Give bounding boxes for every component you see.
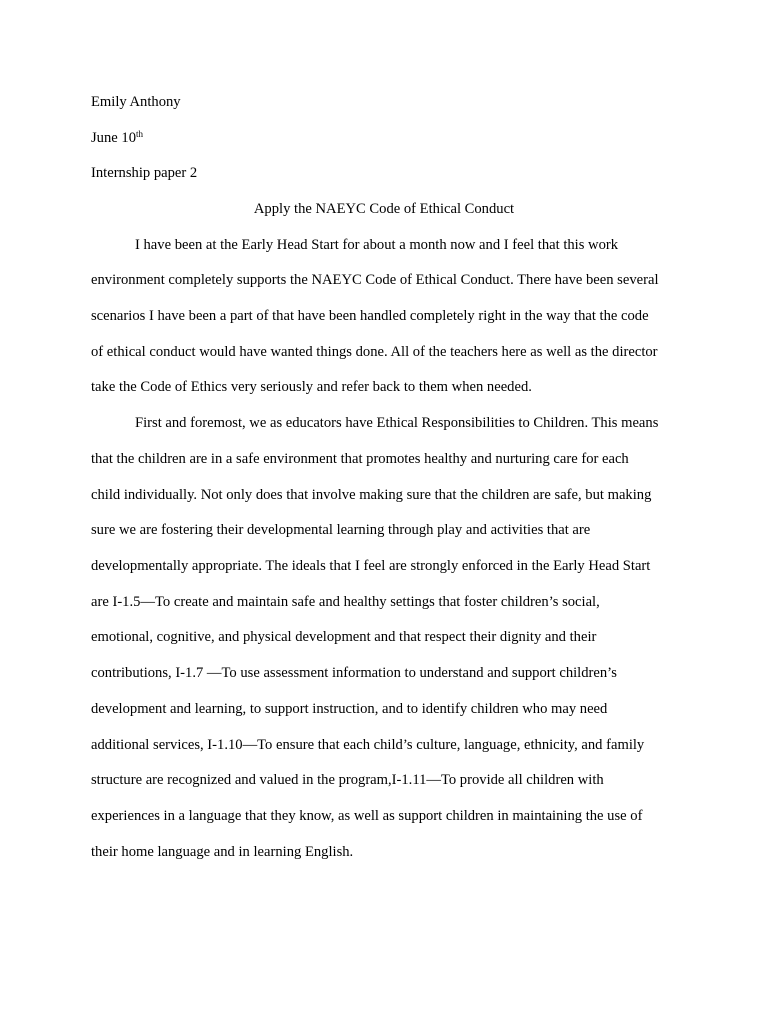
paragraph-1-line: I have been at the Early Head Start for about a month now and I feel that this work — [135, 237, 619, 253]
paper-title: Apply the NAEYC Code of Ethical Conduct — [253, 201, 515, 217]
paragraph-2-line: development and learning, to support instruction, and to identify children who may need — [91, 701, 608, 717]
author-name: Emily Anthony — [91, 94, 181, 110]
paragraph-1-line: of ethical conduct would have wanted things done. All of the teachers here as well as the director — [91, 344, 658, 360]
paragraph-2-line: that the children are in a safe environment that promotes healthy and nurturing care for each — [91, 451, 629, 467]
paragraph-2-line: experiences in a language that they know, as well as support children in maintaining the use of — [91, 808, 643, 824]
course-title: Internship paper 2 — [91, 165, 198, 181]
paragraph-2-line: First and foremost, we as educators have Ethical Responsibilities to Children. This means — [135, 415, 659, 431]
date-text: June 10 — [91, 130, 136, 146]
paragraph-2-line: sure we are fostering their developmental learning through play and activities that are — [91, 522, 591, 538]
paragraph-2-line: child individually. Not only does that involve making sure that the children are safe, but making — [91, 487, 652, 503]
paragraph-1-line: scenarios I have been a part of that have been handled completely right in the way that the code — [91, 308, 649, 324]
date-suffix: th — [136, 129, 144, 139]
paragraph-2-line: additional services, I-1.10—To ensure that each child’s culture, language, ethnicity, and family — [91, 737, 645, 753]
paragraph-2-line: are I-1.5—To create and maintain safe and healthy settings that foster children’s social, — [91, 594, 600, 610]
paragraph-2-line: structure are recognized and valued in the program,I-1.11—To provide all children with — [91, 772, 604, 788]
paragraph-1-line: environment completely supports the NAEYC Code of Ethical Conduct. There have been several — [91, 272, 659, 288]
paragraph-2-line: contributions, I-1.7 —To use assessment information to understand and support children’s — [91, 665, 617, 681]
paragraph-2-line: developmentally appropriate. The ideals that I feel are strongly enforced in the Early Head Start — [91, 558, 651, 574]
paragraph-1-line: take the Code of Ethics very seriously and refer back to them when needed. — [91, 379, 532, 395]
paragraph-2-line: emotional, cognitive, and physical development and that respect their dignity and their — [91, 629, 597, 645]
paragraph-2-line: their home language and in learning English. — [91, 844, 354, 860]
date — [91, 129, 143, 147]
